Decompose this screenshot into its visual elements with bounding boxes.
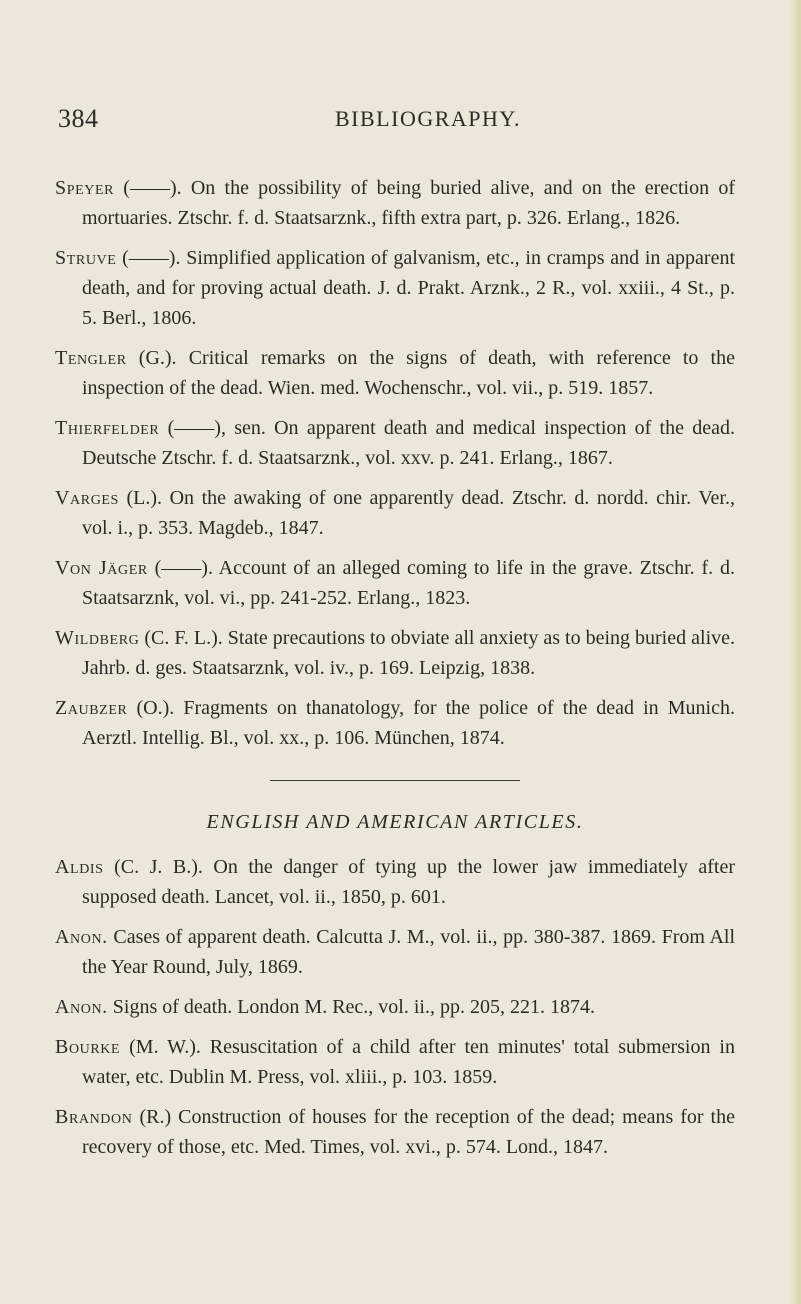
entry-text: (——). Simplified application of galvanism, etc., in cramps and in apparent death, and for proving actual death. J. d. Prakt. Arznk., 2 R., vol. xxiii., 4 St., p. 5. Berl., 1806. (82, 247, 735, 329)
entry-author: Varges (55, 487, 119, 509)
entry-text: (G.). Critical remarks on the signs of death, with reference to the inspection of the dead. Wien. med. Wochenschr., vol. vii., p. 519. 1857. (82, 347, 735, 399)
entry-text: (R.) Construction of houses for the reception of the dead; means for the recovery of those, etc. Med. Times, vol. xvi., p. 574. Lond., 1847. (82, 1106, 735, 1158)
entry-author: Aldis (55, 856, 104, 878)
entry-author: Struve (55, 247, 117, 269)
bibliography-entry (55, 243, 735, 333)
entry-text: (——), sen. On apparent death and medical inspection of the dead. Deutsche Ztschr. f. d. Staatsarznk., vol. xxv. p. 241. Erlang., 1867. (82, 417, 735, 469)
entry-text: Cases of apparent death. Calcutta J. M., vol. ii., pp. 380-387. 1869. From All the Year Round, July, 1869. (82, 926, 735, 978)
page-number: 384 (58, 104, 99, 133)
entry-text: (C. J. B.). On the danger of tying up the lower jaw immediately after supposed death. Lancet, vol. ii., 1850, p. 601. (82, 856, 735, 908)
bibliography-entry (55, 992, 735, 1022)
section-divider (270, 780, 520, 781)
entry-text: (——). Account of an alleged coming to life in the grave. Ztschr. f. d. Staatsarznk, vol. vi., pp. 241-252. Erlang., 1823. (82, 557, 735, 609)
entry-author: Anon. (55, 926, 108, 948)
entry-text: (——). On the possibility of being buried alive, and on the erection of mortuaries. Ztschr. f. d. Staatsarznk., fifth extra part, p. 326. Erlang., 1826. (82, 177, 735, 229)
entry-author: Tengler (55, 347, 127, 369)
english-entries (55, 852, 735, 1162)
section-heading: ENGLISH AND AMERICAN ARTICLES. (206, 811, 584, 833)
entry-author: Bourke (55, 1036, 121, 1058)
page-edge (787, 0, 801, 1304)
bibliography-entry (55, 553, 735, 613)
bibliography-entry (55, 343, 735, 403)
running-head: BIBLIOGRAPHY. (335, 106, 521, 131)
entry-text: (O.). Fragments on thanatology, for the police of the dead in Munich. Aerztl. Intellig. Bl., vol. xx., p. 106. München, 1874. (82, 697, 735, 749)
entry-author: Speyer (55, 177, 115, 199)
bibliography-content (55, 173, 735, 1172)
entry-author: Zaubzer (55, 697, 128, 719)
bibliography-entry (55, 693, 735, 753)
page-header (58, 104, 743, 138)
bibliography-entry (55, 922, 735, 982)
entry-text: (L.). On the awaking of one apparently dead. Ztschr. d. nordd. chir. Ver., vol. i., p. 353. Magdeb., 1847. (82, 487, 735, 539)
bibliography-entry (55, 852, 735, 912)
bibliography-entry (55, 483, 735, 543)
entry-text: (M. W.). Resuscitation of a child after ten minutes' total submersion in water, etc. Dublin M. Press, vol. xliii., p. 103. 1859. (82, 1036, 735, 1088)
bibliography-entry (55, 1032, 735, 1092)
entry-text: (C. F. L.). State precautions to obviate all anxiety as to being buried alive. Jahrb. d. ges. Staatsarznk, vol. iv., p. 169. Leipzig, 1838. (82, 627, 735, 679)
entry-author: Thierfelder (55, 417, 160, 439)
bibliography-entry (55, 413, 735, 473)
entry-text: Signs of death. London M. Rec., vol. ii., pp. 205, 221. 1874. (107, 996, 595, 1018)
entry-author: Anon. (55, 996, 108, 1018)
bibliography-entry (55, 1102, 735, 1162)
bibliography-entry (55, 623, 735, 683)
bibliography-entry (55, 173, 735, 233)
entry-author: Wildberg (55, 627, 140, 649)
german-entries (55, 173, 735, 753)
entry-author: Von Jäger (55, 557, 148, 579)
entry-author: Brandon (55, 1106, 133, 1128)
